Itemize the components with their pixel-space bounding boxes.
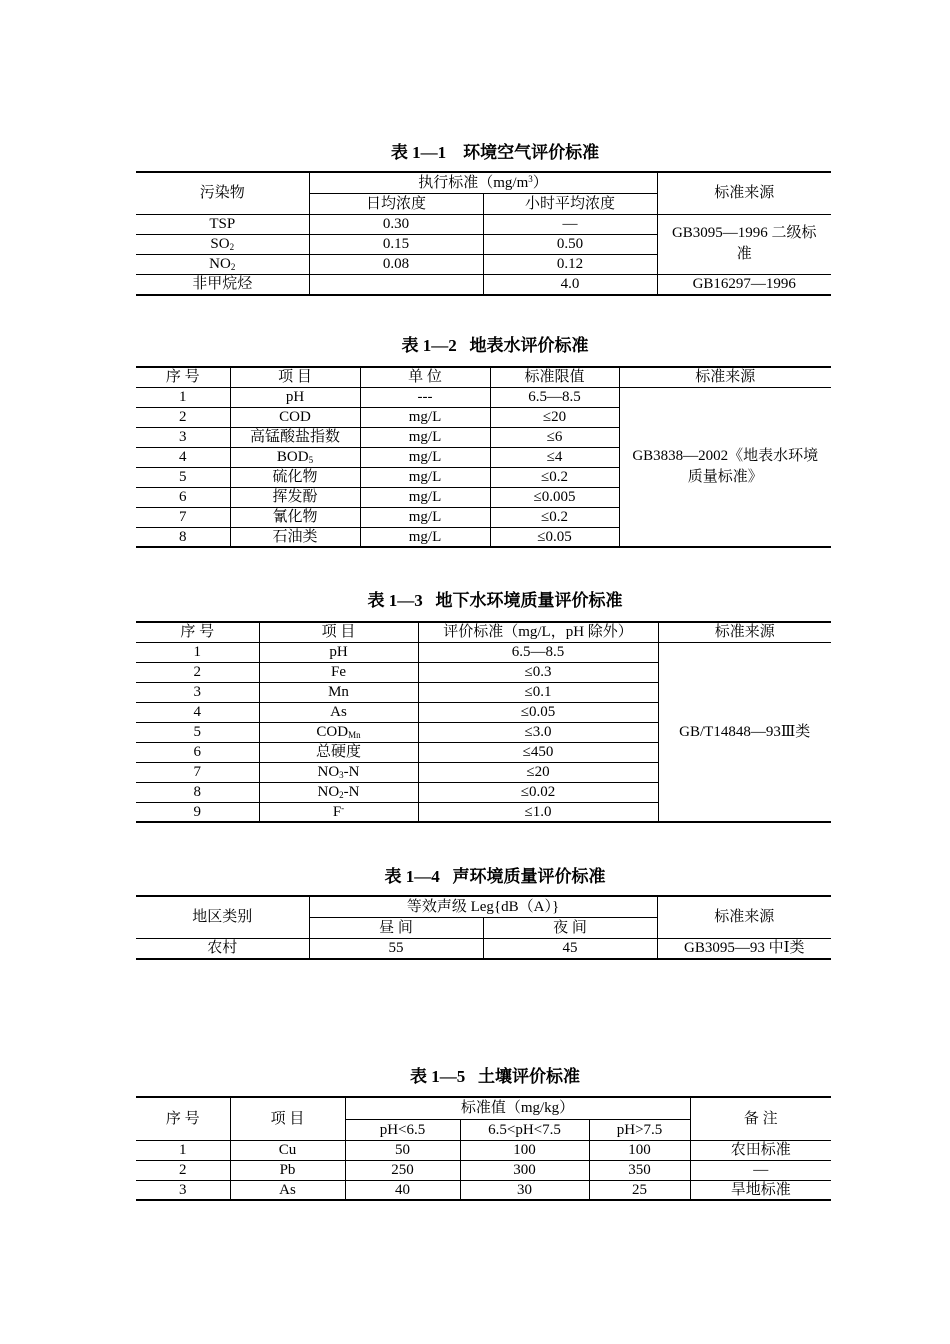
header-exec-standard: 执行标准$(mg/m^3)$ [309, 172, 657, 193]
row-note: 旱地标准 [690, 1180, 831, 1200]
row-ph-high: 25 [589, 1180, 690, 1200]
row-ph-mid: 300 [460, 1160, 589, 1180]
row-no: 8 [136, 782, 259, 802]
daily-value [309, 274, 483, 295]
header-night: 夜 间 [483, 917, 657, 938]
header-unit: 单 位 [360, 367, 490, 387]
row-limit: ≤0.2 [490, 507, 619, 527]
row-unit: mg/L [360, 447, 490, 467]
air-quality-standard-table [136, 171, 831, 296]
hourly-value: 4.0 [483, 274, 657, 295]
header-source: 标准来源 [619, 367, 831, 387]
row-item: 氰化物 [230, 507, 360, 527]
row-no: 1 [136, 387, 230, 407]
pollutant-name: 非甲烷烃 [136, 274, 309, 295]
header-level: 等效声级 Leg{dB（A）} [309, 896, 657, 917]
row-no: 7 [136, 762, 259, 782]
row-unit: mg/L [360, 507, 490, 527]
table-1-4-title: 表 1—4 声环境质量评价标准 [384, 867, 606, 886]
row-limit: ≤6 [490, 427, 619, 447]
row-ph-high: 100 [589, 1140, 690, 1160]
table-row [136, 642, 831, 662]
header-source: 标准来源 [657, 172, 831, 214]
day-value: 55 [309, 938, 483, 959]
row-no: 2 [136, 1160, 230, 1180]
row-limit: ≤450 [418, 742, 658, 762]
header-note: 备 注 [690, 1097, 831, 1140]
row-item: As [259, 702, 418, 722]
header-no: 序 号 [136, 622, 259, 642]
row-limit: ≤1.0 [418, 802, 658, 822]
row-item: As [230, 1180, 345, 1200]
header-limit: 标准限值 [490, 367, 619, 387]
row-item: pH [230, 387, 360, 407]
header-item: 项 目 [230, 1097, 345, 1140]
hourly-value: — [483, 214, 657, 234]
row-item: $NO_3-N$ [259, 762, 418, 782]
row-ph-high: 350 [589, 1160, 690, 1180]
table-row [136, 214, 831, 234]
row-no: 6 [136, 742, 259, 762]
row-no: 9 [136, 802, 259, 822]
row-unit: --- [360, 387, 490, 407]
row-item: F- [259, 802, 418, 822]
soil-standard-table [136, 1096, 831, 1201]
row-limit: 6.5—8.5 [490, 387, 619, 407]
hourly-value: 0.12 [483, 254, 657, 274]
groundwater-standard-table [136, 621, 831, 823]
table-row [136, 387, 831, 407]
row-unit: mg/L [360, 467, 490, 487]
table-row [136, 1140, 831, 1160]
row-note: 农田标准 [690, 1140, 831, 1160]
row-item: 总硬度 [259, 742, 418, 762]
row-no: 8 [136, 527, 230, 547]
row-unit: mg/L [360, 427, 490, 447]
header-item: 项 目 [259, 622, 418, 642]
source-cell: GB16297—1996 [657, 274, 831, 295]
row-item: $NO_2-N$ [259, 782, 418, 802]
noise-standard-table [136, 895, 831, 960]
row-limit: ≤0.05 [490, 527, 619, 547]
row-item: Fe [259, 662, 418, 682]
source-cell: GB3095—93 中Ⅰ类 [657, 938, 831, 959]
row-limit: ≤0.1 [418, 682, 658, 702]
row-no: 7 [136, 507, 230, 527]
row-limit: ≤0.3 [418, 662, 658, 682]
hourly-value: 0.50 [483, 234, 657, 254]
header-source: 标准来源 [658, 622, 831, 642]
row-limit: ≤0.05 [418, 702, 658, 722]
row-no: 3 [136, 1180, 230, 1200]
row-limit: ≤20 [490, 407, 619, 427]
row-ph-mid: 100 [460, 1140, 589, 1160]
source-cell: GB/T14848—93Ⅲ类 [658, 642, 831, 822]
row-limit: ≤0.005 [490, 487, 619, 507]
row-no: 3 [136, 427, 230, 447]
pollutant-name: $NO_2$ [136, 254, 309, 274]
row-item: Pb [230, 1160, 345, 1180]
table-row [136, 1160, 831, 1180]
row-limit: 6.5—8.5 [418, 642, 658, 662]
row-limit: ≤4 [490, 447, 619, 467]
row-ph-low: 50 [345, 1140, 460, 1160]
row-limit: ≤20 [418, 762, 658, 782]
row-no: 2 [136, 662, 259, 682]
table-1-3-title: 表 1—3 地下水环境质量评价标准 [367, 591, 623, 610]
row-no: 4 [136, 702, 259, 722]
row-item: 高锰酸盐指数 [230, 427, 360, 447]
row-no: 3 [136, 682, 259, 702]
header-hourly: 小时平均浓度 [483, 193, 657, 214]
header-limit: 评价标准（mg/L，pH 除外） [418, 622, 658, 642]
header-standard: 标准值（mg/kg） [345, 1097, 690, 1119]
row-limit: ≤0.2 [490, 467, 619, 487]
header-day: 昼 间 [309, 917, 483, 938]
table-row [136, 1180, 831, 1200]
row-no: 1 [136, 1140, 230, 1160]
row-no: 1 [136, 642, 259, 662]
header-item: 项 目 [230, 367, 360, 387]
row-item: 石油类 [230, 527, 360, 547]
row-item: Mn [259, 682, 418, 702]
area-cell: 农村 [136, 938, 309, 959]
header-area: 地区类别 [136, 896, 309, 938]
pollutant-name: TSP [136, 214, 309, 234]
row-no: 2 [136, 407, 230, 427]
row-ph-mid: 30 [460, 1180, 589, 1200]
table-1-5-title: 表 1—5 土壤评价标准 [410, 1067, 580, 1086]
header-source: 标准来源 [657, 896, 831, 938]
table-row [136, 274, 831, 295]
header-pollutant: 污染物 [136, 172, 309, 214]
row-unit: mg/L [360, 487, 490, 507]
row-unit: mg/L [360, 527, 490, 547]
night-value: 45 [483, 938, 657, 959]
row-item: Cu [230, 1140, 345, 1160]
row-ph-low: 250 [345, 1160, 460, 1180]
source-cell: GB3838—2002《地表水环境质量标准》 [619, 387, 831, 547]
row-no: 6 [136, 487, 230, 507]
surface-water-standard-table [136, 366, 831, 548]
pollutant-name: $SO_2$ [136, 234, 309, 254]
row-item: 挥发酚 [230, 487, 360, 507]
row-no: 5 [136, 467, 230, 487]
row-limit: ≤0.02 [418, 782, 658, 802]
row-no: 4 [136, 447, 230, 467]
header-no: 序 号 [136, 367, 230, 387]
daily-value: 0.30 [309, 214, 483, 234]
row-item: 硫化物 [230, 467, 360, 487]
row-no: 5 [136, 722, 259, 742]
table-1-1-title: 表 1—1 环境空气评价标准 [390, 143, 600, 162]
row-item: COD [230, 407, 360, 427]
row-unit: mg/L [360, 407, 490, 427]
daily-value: 0.08 [309, 254, 483, 274]
table-1-2-title: 表 1—2 地表水评价标准 [401, 336, 589, 355]
header-ph-high: pH>7.5 [589, 1119, 690, 1140]
row-item: $COD_{Mn}$ [259, 722, 418, 742]
table-row [136, 938, 831, 959]
row-limit: ≤3.0 [418, 722, 658, 742]
header-daily: 日均浓度 [309, 193, 483, 214]
header-ph-mid: 6.5<pH<7.5 [460, 1119, 589, 1140]
row-item: $BOD_5$ [230, 447, 360, 467]
header-no: 序 号 [136, 1097, 230, 1140]
row-item: pH [259, 642, 418, 662]
row-note: — [690, 1160, 831, 1180]
source-cell: GB3095—1996 二级标准 [657, 214, 831, 274]
row-ph-low: 40 [345, 1180, 460, 1200]
header-ph-low: pH<6.5 [345, 1119, 460, 1140]
daily-value: 0.15 [309, 234, 483, 254]
